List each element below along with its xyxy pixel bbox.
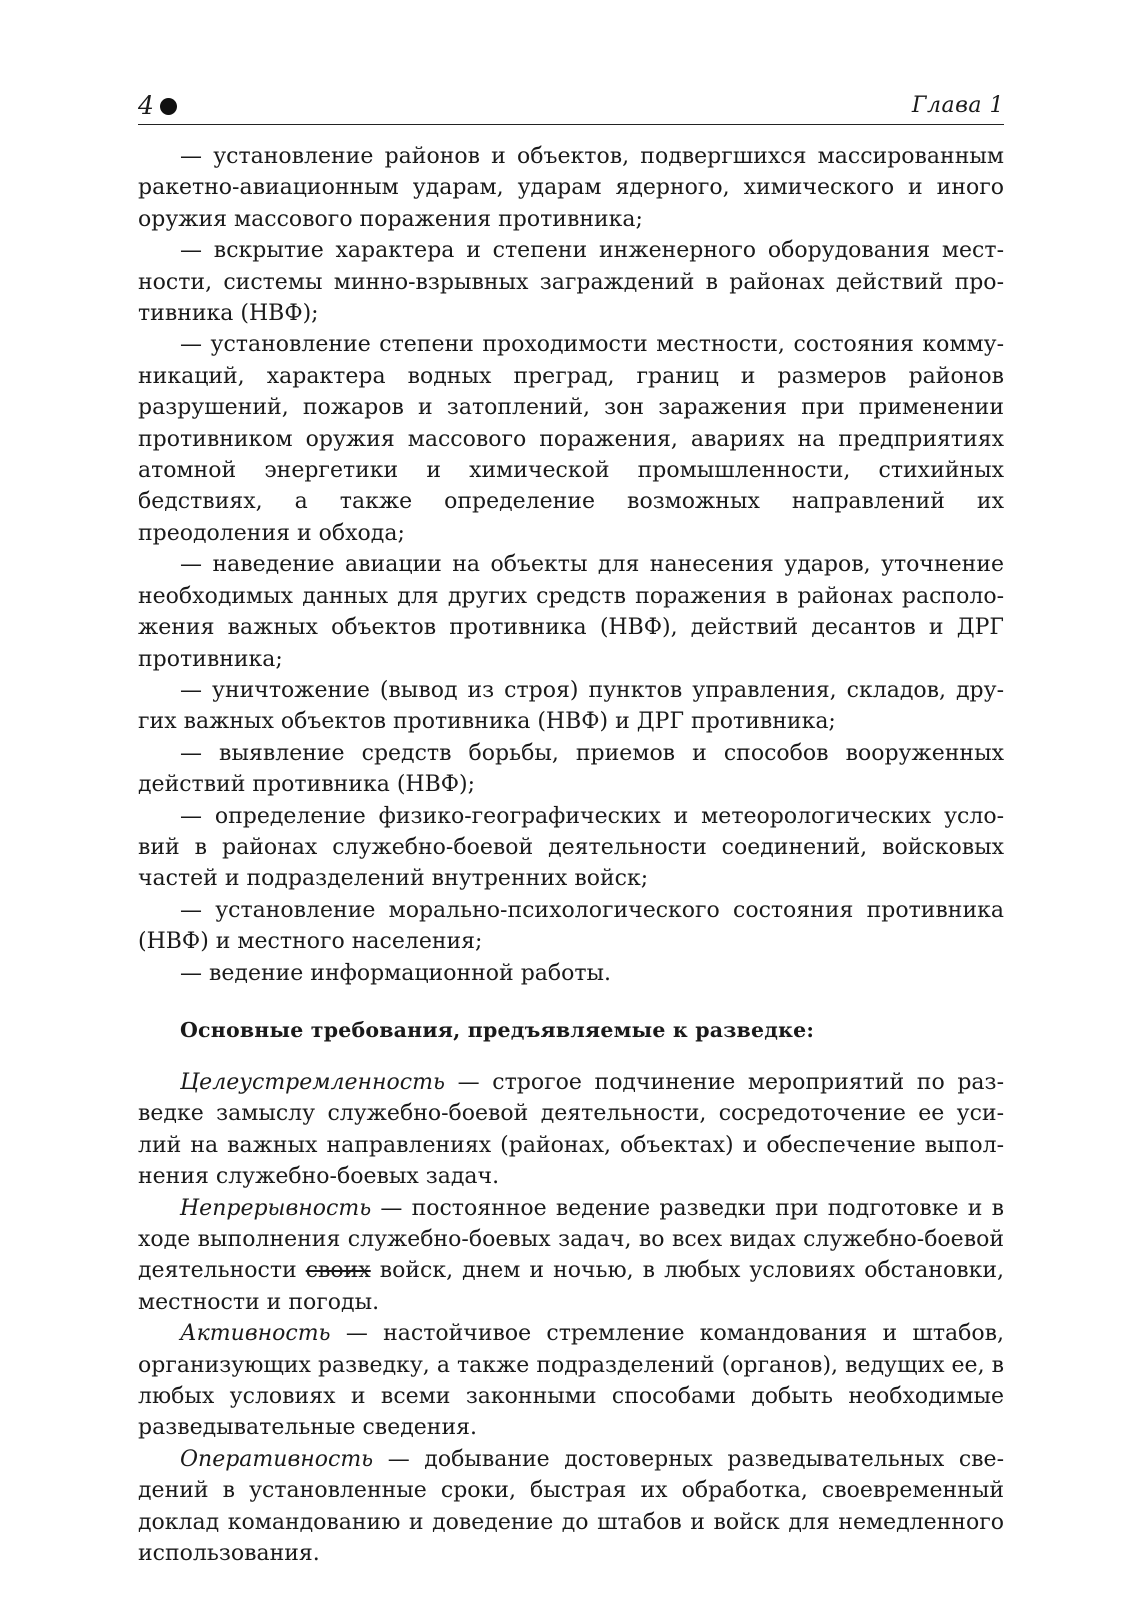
list-item: — ведение информационной работы. (180, 960, 612, 986)
bullet-dot-icon (160, 98, 177, 115)
struck-through-word: своих (305, 1258, 371, 1284)
chapter-label: Глава 1 (911, 93, 1004, 118)
requirement-definition-end: войск, днем и ночью, в любых условиях обстановки, местности и погоды. (138, 1258, 1004, 1315)
list-item: — уничтожение (вывод из строя) пунктов управления, складов, других важных объектов противника (НВФ) и ДРГ противника; (138, 677, 1004, 735)
requirement-term: Оперативность (180, 1446, 374, 1472)
section-heading: Основные требования, предъявляемые к разведке: (180, 1017, 815, 1042)
requirement-definition: — добывание достоверных разведывательных сведений в установленные сроки, быстрая их обработка, своевременный доклад командованию и доведение до штабов и войск для немедленного использования. (138, 1446, 1004, 1567)
document-page (138, 84, 1004, 1569)
requirement-purposefulness (138, 1067, 1004, 1193)
requirement-activity (138, 1318, 1004, 1444)
list-item: — установление районов и объектов, подвергшихся массированным ракетно-авиационным ударам, ударам ядерного, химического и иного оружия массового поражения противника; (138, 144, 1004, 232)
list-item: — установление степени проходимости местности, состояния коммуникаций, характера водных преград, границ и размеров районов разрушений, пожаров и затоплений, зон заражения при применении противником оружия массового поражения, авариях на предприятиях атомной энергетики и химической промышленности, стихийных бедствиях, а также определение возможных направлений их преодоления и обхода; (138, 332, 1004, 546)
body-text (138, 141, 1004, 1569)
page-number-text: 4 (138, 91, 154, 120)
list-item: — определение физико-географических и метеорологических условий в районах служебно-боевой деятельности соединений, войсковых частей и подразделений внутренних войск; (138, 803, 1004, 892)
running-header (138, 84, 1004, 125)
list-item: — выявление средств борьбы, приемов и способов вооруженных действий противника (НВФ); (138, 740, 1004, 798)
requirement-definition: — постоянное ведение разведки при подготовке и в ходе выполнения служебно-боевых задач, во всех видах служебно-боевой деятельности (138, 1195, 1004, 1284)
requirement-definition: — строгое подчинение мероприятий по разведке замыслу служебно-боевой деятельности, сосредоточение ее усилий на важных направлениях (районах, объектах) и обеспечение выполнения служебно-боевых задач. (138, 1069, 1004, 1190)
requirement-term: Непрерывность (180, 1195, 372, 1221)
page-number (138, 92, 177, 120)
list-item: — наведение авиации на объекты для нанесения ударов, уточнение необходимых данных для других средств поражения в районах расположения важных объектов противника (НВФ), действий десантов и ДРГ противника; (138, 552, 1004, 672)
list-item: — вскрытие характера и степени инженерного оборудования местности, системы минно-взрывных заграждений в районах действий противника (НВФ); (138, 238, 1004, 327)
requirement-term: Целеустремленность (180, 1069, 445, 1095)
requirement-definition: — настойчивое стремление командования и штабов, организующих разведку, а также подразделений (органов), ведущих ее, в любых условиях и всеми законными способами добыть необходимые разведывательные сведения. (138, 1321, 1004, 1441)
requirement-efficiency (138, 1444, 1004, 1570)
list-item: — установление морально-психологического состояния противника (НВФ) и местного населения; (138, 897, 1004, 955)
requirement-term: Активность (180, 1321, 331, 1347)
requirement-continuity (138, 1193, 1004, 1319)
